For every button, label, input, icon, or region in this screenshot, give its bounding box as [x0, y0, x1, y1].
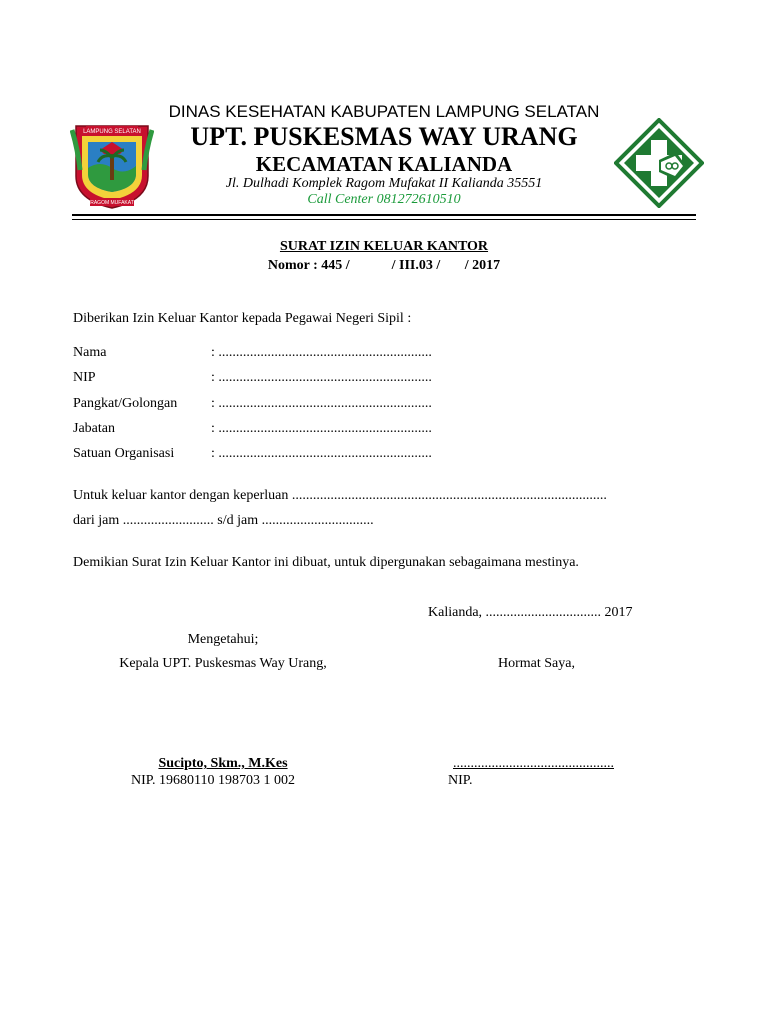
emblem-top-text: LAMPUNG SELATAN: [83, 129, 141, 135]
field-label-nip: NIP: [73, 370, 96, 385]
district-name: KECAMATAN KALIANDA: [255, 152, 513, 176]
acknowledged-label: Mengetahui;: [187, 632, 259, 647]
closing-text: Demikian Surat Izin Keluar Kantor ini dibuat, untuk dipergunakan sebagaimana mestinya.: [73, 555, 579, 570]
field-label-jabatan: Jabatan: [73, 421, 115, 436]
left-signer-name: Sucipto, Skm., M.Kes: [158, 756, 288, 771]
field-label-pangkat: Pangkat/Golongan: [73, 396, 178, 411]
left-signer-title: Kepala UPT. Puskesmas Way Urang,: [119, 656, 327, 671]
right-signer-nip: NIP.: [448, 773, 473, 788]
field-value-pangkat: : .............................................................: [211, 396, 432, 411]
field-value-jabatan: : .............................................................: [211, 421, 432, 436]
agency-name: DINAS KESEHATAN KABUPATEN LAMPUNG SELATAN: [168, 102, 600, 121]
call-center: Call Center 081272610510: [307, 192, 461, 207]
field-value-nip: : .............................................................: [211, 370, 432, 385]
letter-number: Nomor : 445 / / III.03 / / 2017: [267, 258, 501, 273]
purpose-line: Untuk keluar kantor dengan keperluan ..........................................................................................: [73, 488, 607, 503]
left-signer-nip: NIP. 19680110 198703 1 002: [131, 773, 295, 788]
institution-name: UPT. PUSKESMAS WAY URANG: [190, 122, 578, 151]
header-divider-thick: [72, 214, 696, 216]
header-divider-thin: [72, 219, 696, 220]
place-date: Kalianda, ................................. 2017: [428, 605, 633, 620]
intro-text: Diberikan Izin Keluar Kantor kepada Pegawai Negeri Sipil :: [73, 311, 412, 326]
address: Jl. Dulhadi Komplek Ragom Mufakat II Kalianda 35551: [225, 176, 543, 191]
field-label-nama: Nama: [73, 345, 107, 360]
emblem-bottom-text: RAGOM MUFAKAT: [90, 200, 134, 206]
right-signer-title: Hormat Saya,: [498, 656, 575, 671]
letter-title: SURAT IZIN KELUAR KANTOR: [279, 239, 489, 254]
field-value-satuan: : .............................................................: [211, 446, 432, 461]
right-signer-name: ..............................................: [453, 756, 614, 771]
time-line: dari jam .......................... s/d jam ................................: [73, 513, 374, 528]
field-label-satuan: Satuan Organisasi: [73, 446, 175, 461]
field-value-nama: : .............................................................: [211, 345, 432, 360]
